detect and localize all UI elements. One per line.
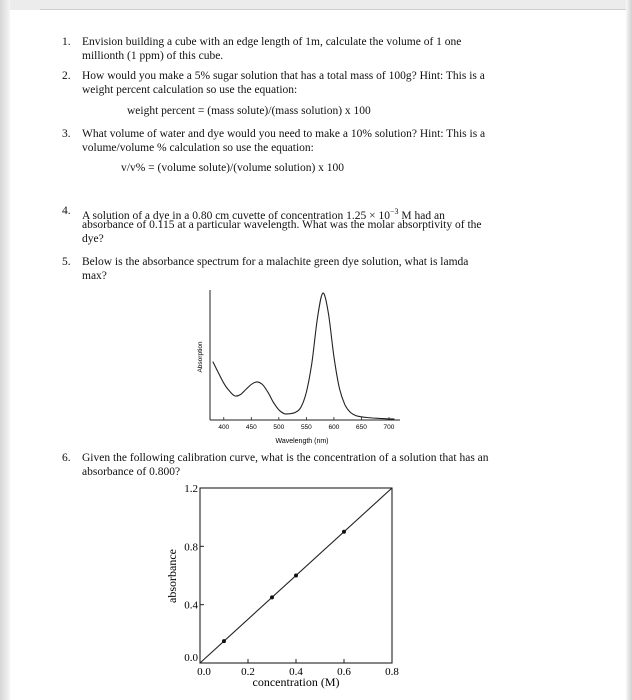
question-text-line: dye? (82, 233, 104, 245)
absorbance-spectrum-chart (190, 285, 405, 445)
equation-volume-percent: v/v% = (volume solute)/(volume solution) x 100 (121, 162, 345, 174)
absorbance-value: 0.800 (149, 466, 175, 478)
spectrum-x-tick-label: 450 (245, 424, 257, 431)
calibration-y-tick-label: 0.8 (184, 541, 198, 554)
calibration-y-tick-label: 0.0 (184, 652, 198, 664)
spectrum-curve (213, 293, 395, 419)
calibration-y-tick-label: 0.4 (184, 599, 198, 612)
calibration-y-tick-label: 1.2 (184, 483, 198, 495)
calibration-data-point (270, 595, 274, 599)
calibration-data-point (342, 530, 346, 534)
question-text-line: Below is the absorbance spectrum for a malachite green dye solution, what is lamda (82, 256, 469, 268)
question-text-line: millionth (1 ppm) of this cube. (82, 50, 224, 62)
question-text-line: Envision building a cube with an edge length of 1m, calculate the volume of 1 one (82, 36, 462, 48)
spectrum-x-tick-label: 650 (356, 424, 367, 431)
question-text-line (82, 219, 482, 232)
question-text-line: volume/volume % calculation so use the equation: (82, 142, 314, 154)
spectrum-x-tick-label: 500 (273, 424, 285, 431)
calibration-x-tick-label: 0.6 (337, 666, 351, 678)
spectrum-x-tick-label: 550 (300, 424, 312, 431)
spectrum-x-tick-label: 600 (328, 424, 340, 431)
spectrum-x-label: Wavelength (nm) (275, 438, 329, 445)
spectrum-y-label: Absorption (197, 341, 204, 373)
calibration-y-label: absorbance (165, 549, 179, 603)
equation-weight-percent: weight percent = (mass solute)/(mass solution) x 100 (127, 105, 371, 117)
concentration-value: 1.25 × 10 (346, 209, 390, 222)
question-text-line: What volume of water and dye would you need to make a 10% solution? Hint: This is a (82, 128, 486, 140)
question-text-line: max? (82, 270, 107, 282)
question-number: 5. (62, 256, 71, 268)
spectrum-x-tick-label: 400 (218, 424, 230, 431)
calibration-x-tick-label: 0.8 (385, 666, 399, 678)
calibration-x-label: concentration (M) (252, 675, 340, 689)
exponent: −3 (390, 207, 399, 216)
text-segment: cm cuvette of concentration (212, 209, 347, 222)
calibration-x-tick-label: 0.2 (241, 666, 255, 678)
question-number: 4. (62, 205, 71, 217)
text-segment: absorbance of (82, 466, 150, 478)
absorbance-value: 0.115 (149, 219, 175, 231)
calibration-data-point (294, 574, 298, 578)
question-number: 3. (62, 128, 71, 140)
path-length-value: 0.80 (192, 209, 213, 222)
calibration-x-tick-label: 0.0 (197, 666, 211, 678)
text-segment: absorbance of (82, 219, 150, 231)
page-right-edge (626, 0, 632, 700)
calibration-curve-chart (160, 480, 410, 695)
question-number: 2. (62, 70, 71, 82)
spectrum-x-tick-label: 700 (383, 424, 395, 431)
text-segment: A solution of a dye in a (82, 209, 193, 222)
question-text-line: How would you make a 5% sugar solution that has a total mass of 100g? Hint: This is a (82, 70, 485, 82)
calibration-data-point (222, 639, 226, 643)
question-text-line: weight percent calculation so use the equation: (82, 84, 298, 96)
page-left-edge (0, 0, 10, 700)
question-text-line (82, 466, 180, 479)
question-number: 1. (62, 36, 71, 48)
calibration-x-tick-label: 0.4 (289, 666, 303, 678)
text-segment: M had an (398, 209, 445, 222)
top-rule (40, 9, 632, 10)
text-segment: ? (174, 466, 181, 478)
question-text-line: Given the following calibration curve, what is the concentration of a solution that has an (82, 452, 489, 464)
text-segment: at a particular wavelength. What was the molar absorptivity of the (174, 219, 482, 231)
question-number: 6. (62, 452, 71, 464)
